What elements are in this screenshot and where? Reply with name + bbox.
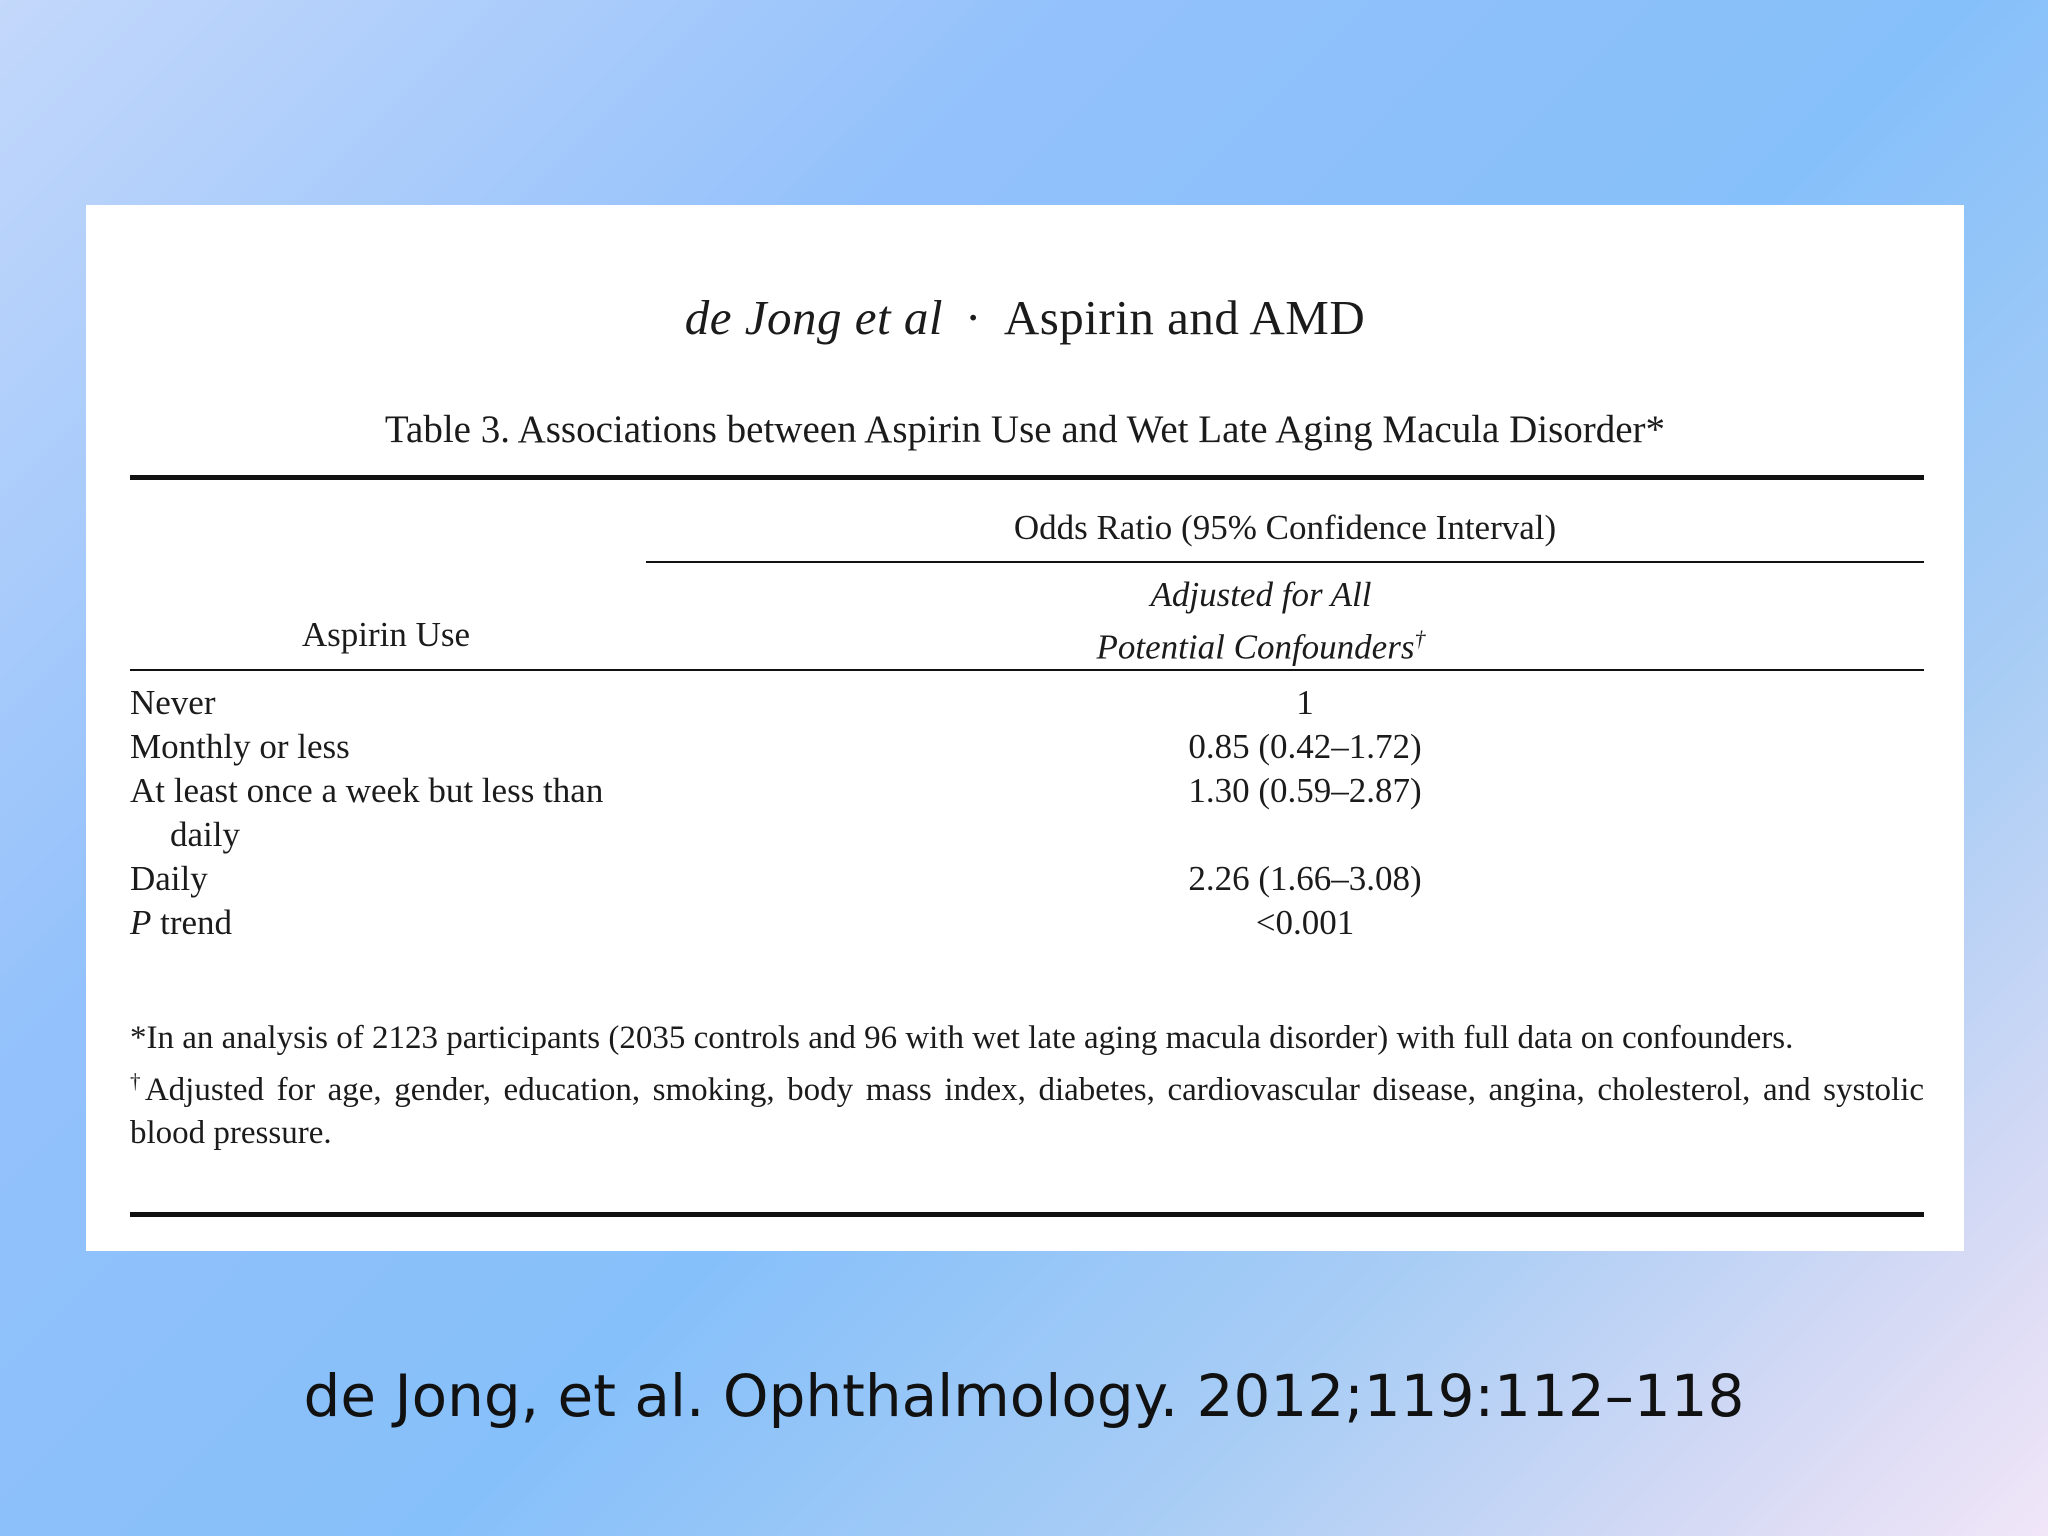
table-row: [130, 769, 1924, 857]
row-value: <0.001: [1255, 903, 1355, 942]
p-symbol: P: [130, 903, 152, 942]
running-head-topic: Aspirin and AMD: [1003, 290, 1366, 345]
table-row: [130, 681, 1924, 725]
dagger-mark: †: [130, 1069, 145, 1093]
running-head-authors: de Jong et al: [684, 290, 943, 345]
column-subheader-line1: Adjusted for All: [1150, 575, 1372, 614]
footnote-asterisk: *In an analysis of 2123 participants (2035 controls and 96 with wet late aging macula disorder) with full data on confounders.: [130, 1020, 1794, 1056]
header-bottom-rule: [130, 669, 1924, 671]
dagger-mark: †: [1414, 626, 1426, 651]
row-label: At least once a week but less than daily: [130, 771, 604, 854]
table-top-rule: [130, 475, 1924, 480]
footnote-dagger-text: Adjusted for age, gender, education, smoking, body mass index, diabetes, cardiovascular disease, angina, cholesterol, and systolic blood pressure.: [130, 1072, 1925, 1151]
table-body: [130, 681, 1924, 945]
citation: de Jong, et al. Ophthalmology. 2012;119:112–118: [303, 1362, 1745, 1430]
column-subheader: [886, 573, 1636, 670]
table-row: [130, 901, 1924, 945]
row-header: Aspirin Use: [301, 615, 471, 654]
row-label: Daily: [130, 859, 208, 898]
column-subheader-text: Potential Confounders: [1096, 627, 1415, 667]
column-group-header: Odds Ratio (95% Confidence Interval): [1013, 508, 1557, 547]
running-head: [86, 289, 1964, 346]
row-value: 1.30 (0.59–2.87): [1188, 771, 1422, 810]
row-label-rest: trend: [151, 903, 233, 942]
table-row: [130, 857, 1924, 901]
row-label: Never: [130, 683, 216, 722]
running-head-separator: ·: [965, 290, 982, 345]
row-value: 2.26 (1.66–3.08): [1188, 859, 1422, 898]
row-label: Monthly or less: [130, 727, 350, 766]
row-value: 1: [1296, 683, 1314, 722]
column-group-rule: [646, 561, 1924, 563]
row-value: 0.85 (0.42–1.72): [1188, 727, 1422, 766]
footnote-dagger: [130, 1060, 1924, 1155]
table-panel: [86, 205, 1964, 1251]
row-label: [130, 901, 650, 945]
table-bottom-rule: [130, 1212, 1924, 1217]
table-row: [130, 725, 1924, 769]
table-footnotes: [130, 1017, 1924, 1155]
table-title: Table 3. Associations between Aspirin Use and Wet Late Aging Macula Disorder*: [384, 408, 1666, 451]
column-subheader-line2: [886, 617, 1636, 670]
